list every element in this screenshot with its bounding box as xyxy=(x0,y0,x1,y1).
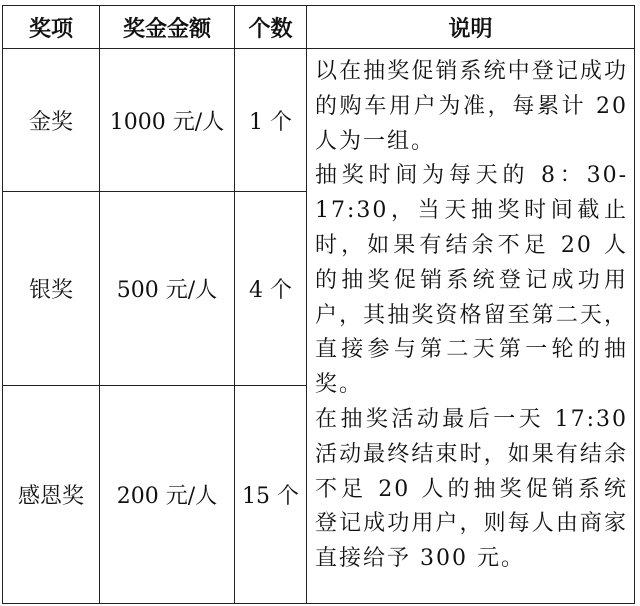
prize-table xyxy=(2,5,635,604)
note-paragraph: 抽奖时间为每天的 8：30-17:30，当天抽奖时间截止时，如果有结余不足 20 人的抽奖促销系统登记成功用户，其抽奖资格留至第二天，直接参与第二天第一轮的抽奖。 xyxy=(315,163,628,398)
header-amount: 奖金金额 xyxy=(100,6,235,49)
header-row xyxy=(3,6,635,49)
note-paragraph: 以在抽奖促销系统中登记成功的购车用户为准，每累计 20 人为一组。 xyxy=(315,59,628,154)
count-cell: 15 个 xyxy=(235,386,307,604)
award-cell: 感恩奖 xyxy=(3,386,100,604)
note-cell xyxy=(307,49,635,604)
header-count: 个数 xyxy=(235,6,307,49)
award-cell: 金奖 xyxy=(3,49,100,192)
header-award: 奖项 xyxy=(3,6,100,49)
note-paragraph: 在抽奖活动最后一天 17:30 活动最终结束时，如果有结余不足 20 人的抽奖促销系统登记成功用户，则每人由商家直接给予 300 元。 xyxy=(315,406,628,572)
amount-cell: 1000 元/人 xyxy=(100,49,235,192)
count-cell: 4 个 xyxy=(235,192,307,386)
header-note: 说明 xyxy=(307,6,635,49)
count-cell: 1 个 xyxy=(235,49,307,192)
award-cell: 银奖 xyxy=(3,192,100,386)
table-row xyxy=(3,49,635,192)
amount-cell: 200 元/人 xyxy=(100,386,235,604)
amount-cell: 500 元/人 xyxy=(100,192,235,386)
